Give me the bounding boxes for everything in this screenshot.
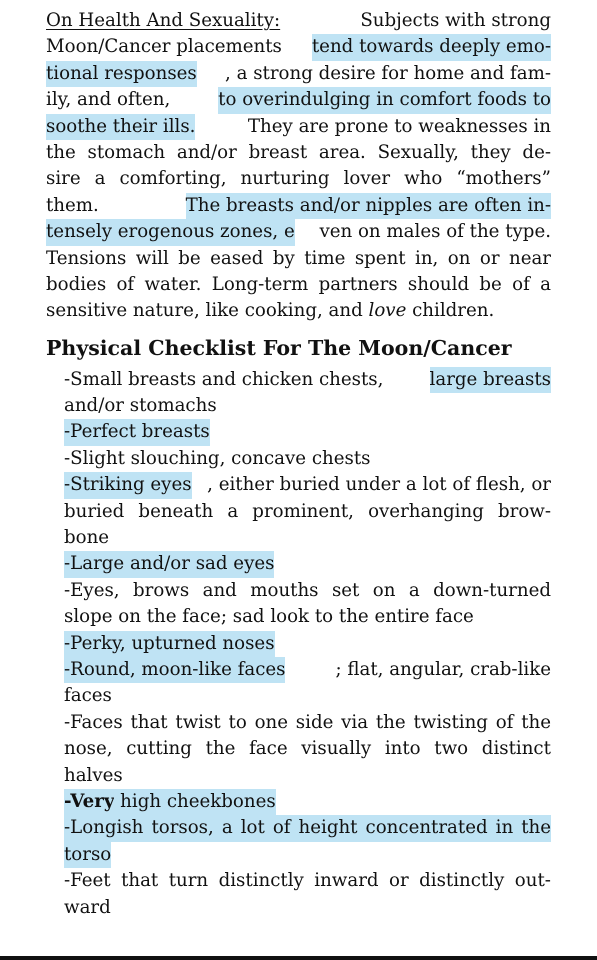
word: “mothers” [456, 168, 551, 190]
paragraph-line [46, 272, 551, 298]
word: who [404, 168, 443, 190]
word: into [384, 738, 421, 760]
checklist-line [64, 895, 551, 921]
checklist-line [64, 604, 551, 630]
paragraph-line [46, 140, 551, 166]
word: face [249, 738, 288, 760]
checklist-line [64, 868, 551, 894]
highlighted-text: -Striking eyes [64, 472, 192, 498]
word: nose, [64, 738, 113, 760]
word: -Eyes, [64, 579, 120, 601]
word: Tensions [46, 247, 127, 269]
word: the [375, 711, 406, 733]
text-run: bone [64, 527, 110, 549]
word: twist [175, 711, 221, 733]
text-run: Subjects with strong [360, 10, 551, 31]
checklist-line [64, 789, 551, 815]
checklist-line [64, 736, 551, 762]
word: twisting [413, 711, 488, 733]
word: on [372, 579, 396, 601]
word: brow- [498, 500, 551, 522]
word: inward [314, 870, 379, 892]
word: partners [318, 273, 398, 295]
word: Sexually, [377, 141, 459, 163]
word: in [495, 817, 514, 839]
checklist-line [64, 815, 551, 841]
text-run: -Small breasts and chicken chests, [64, 368, 384, 390]
text-run: ; flat, angular, crab-like [335, 658, 551, 680]
checklist-line [64, 446, 551, 472]
word: lover [343, 168, 391, 190]
physical-checklist [64, 367, 551, 921]
text-run: ward [64, 896, 111, 918]
word: -Longish [64, 817, 144, 839]
word: nurturing [240, 168, 330, 190]
word: to [228, 711, 247, 733]
justified-text [46, 140, 551, 166]
paragraph-line [46, 61, 551, 87]
highlighted-text: -Round, moon-like faces [64, 657, 285, 683]
text-run: -Slight slouching, concave chests [64, 447, 371, 469]
word: on [447, 247, 471, 269]
word: should [407, 273, 470, 295]
paragraph-line [46, 87, 551, 113]
text-run: , a strong desire for home and fam- [225, 62, 551, 84]
word: by [272, 247, 295, 269]
word: one [254, 711, 289, 733]
text-run: ily, and often, [46, 89, 171, 111]
checklist-line [64, 367, 551, 393]
checklist-line [64, 657, 551, 683]
word: spent [354, 247, 406, 269]
word: be [178, 247, 201, 269]
word: of [512, 273, 530, 295]
word: the [521, 711, 551, 733]
checklist-line [64, 631, 551, 657]
word: they [470, 141, 511, 163]
justified-text [64, 710, 551, 736]
word: a [221, 817, 233, 839]
word: time [304, 247, 346, 269]
word: -Faces [64, 711, 123, 733]
word: and/or [176, 141, 237, 163]
paragraph-line [46, 219, 551, 245]
paragraph-line [46, 8, 551, 34]
word: overhanging [368, 500, 484, 522]
word: distinctly [218, 870, 304, 892]
word: area. [318, 141, 366, 163]
word: in, [415, 247, 439, 269]
checklist-line [64, 499, 551, 525]
text-run: faces [64, 685, 112, 707]
text-run: ven on males of the type. [319, 221, 551, 243]
checklist-line [64, 525, 551, 551]
text-run: Moon/Cancer placements [46, 36, 282, 58]
checklist-line [64, 842, 551, 868]
word: visually [301, 738, 372, 760]
text-run: On Health And Sexuality: [46, 10, 281, 31]
justified-text [46, 272, 551, 298]
word: the [205, 738, 236, 760]
word: the [521, 817, 551, 839]
checklist-line [64, 683, 551, 709]
checklist-line [64, 472, 551, 498]
word: of [116, 273, 135, 295]
word: sire [46, 168, 81, 190]
word: a [408, 579, 420, 601]
word: cutting [126, 738, 192, 760]
text-run: them. [46, 194, 99, 216]
word: the [46, 141, 76, 163]
word: eased [210, 247, 264, 269]
word: that [121, 870, 159, 892]
highlighted-text: torso [64, 842, 111, 868]
text-run: halves [64, 764, 123, 786]
highlighted-text: soothe their ills. [46, 114, 195, 140]
word: comforting, [119, 168, 227, 190]
word: distinctly [419, 870, 505, 892]
word: water. [144, 273, 202, 295]
highlighted-text: high cheekbones [114, 789, 275, 815]
word: breast [248, 141, 308, 163]
justified-text [64, 815, 551, 841]
highlighted-text: -Large and/or sad eyes [64, 551, 274, 577]
checklist-line [64, 419, 551, 445]
word: a [227, 500, 239, 522]
word: stomach [87, 141, 166, 163]
justified-text [46, 246, 551, 272]
health-sexuality-paragraph [46, 8, 551, 325]
text-run: love [368, 300, 407, 322]
highlighted-text: -Perfect breasts [64, 419, 210, 445]
justified-text [46, 166, 551, 192]
highlighted-text: -Very [64, 789, 114, 815]
text-run: and/or stomachs [64, 395, 217, 417]
highlighted-text: tend towards deeply emo- [312, 34, 551, 60]
highlighted-text: tensely erogenous zones, e [46, 219, 295, 245]
word: and [202, 579, 237, 601]
text-run: sensitive nature, like cooking, and [46, 300, 369, 322]
highlighted-text: tional responses [46, 61, 197, 87]
highlighted-text: The breasts and/or nipples are often in- [186, 193, 551, 219]
justified-text [64, 736, 551, 762]
word: beneath [138, 500, 214, 522]
word: buried [64, 500, 125, 522]
word: of [272, 817, 291, 839]
paragraph-line [46, 114, 551, 140]
word: de- [522, 141, 551, 163]
checklist-line [64, 763, 551, 789]
text-run: children. [406, 300, 495, 322]
text-run: They are prone to weaknesses in [247, 115, 551, 137]
bottom-divider [0, 956, 597, 960]
word: or [479, 247, 500, 269]
checklist-line [64, 578, 551, 604]
word: lot [240, 817, 265, 839]
word: will [135, 247, 169, 269]
text-run: , either buried under a lot of flesh, or [207, 474, 551, 496]
word: side [295, 711, 334, 733]
justified-text [64, 868, 551, 894]
highlighted-text: large breasts [430, 367, 551, 393]
word: two [434, 738, 469, 760]
justified-text [64, 499, 551, 525]
checklist-line [64, 551, 551, 577]
word: that [130, 711, 168, 733]
section-heading: Physical Checklist For The Moon/Cancer [46, 335, 512, 360]
paragraph-line [46, 193, 551, 219]
word: of [495, 711, 514, 733]
word: down-turned [433, 579, 551, 601]
document-page [46, 8, 551, 921]
word: or [389, 870, 409, 892]
word: bodies [46, 273, 107, 295]
text-run: slope on the face; sad look to the entire face [64, 606, 474, 628]
word: distinct [481, 738, 551, 760]
word: out- [514, 870, 551, 892]
word: a [94, 168, 106, 190]
word: near [508, 247, 551, 269]
paragraph-line [46, 166, 551, 192]
word: -Feet [64, 870, 111, 892]
word: brows [133, 579, 190, 601]
justified-text [64, 578, 551, 604]
paragraph-line [46, 298, 551, 324]
word: set [331, 579, 360, 601]
word: height [298, 817, 358, 839]
word: a [540, 273, 551, 295]
word: prominent, [252, 500, 354, 522]
paragraph-line [46, 34, 551, 60]
highlighted-text: -Perky, upturned noses [64, 631, 275, 657]
word: mouths [250, 579, 319, 601]
word: be [479, 273, 502, 295]
word: via [341, 711, 369, 733]
word: turn [168, 870, 209, 892]
highlighted-text: to overindulging in comfort foods to [218, 87, 551, 113]
checklist-line [64, 710, 551, 736]
word: concentrated [365, 817, 488, 839]
checklist-line [64, 393, 551, 419]
word: torsos, [151, 817, 214, 839]
paragraph-line [46, 246, 551, 272]
word: Long-term [211, 273, 309, 295]
